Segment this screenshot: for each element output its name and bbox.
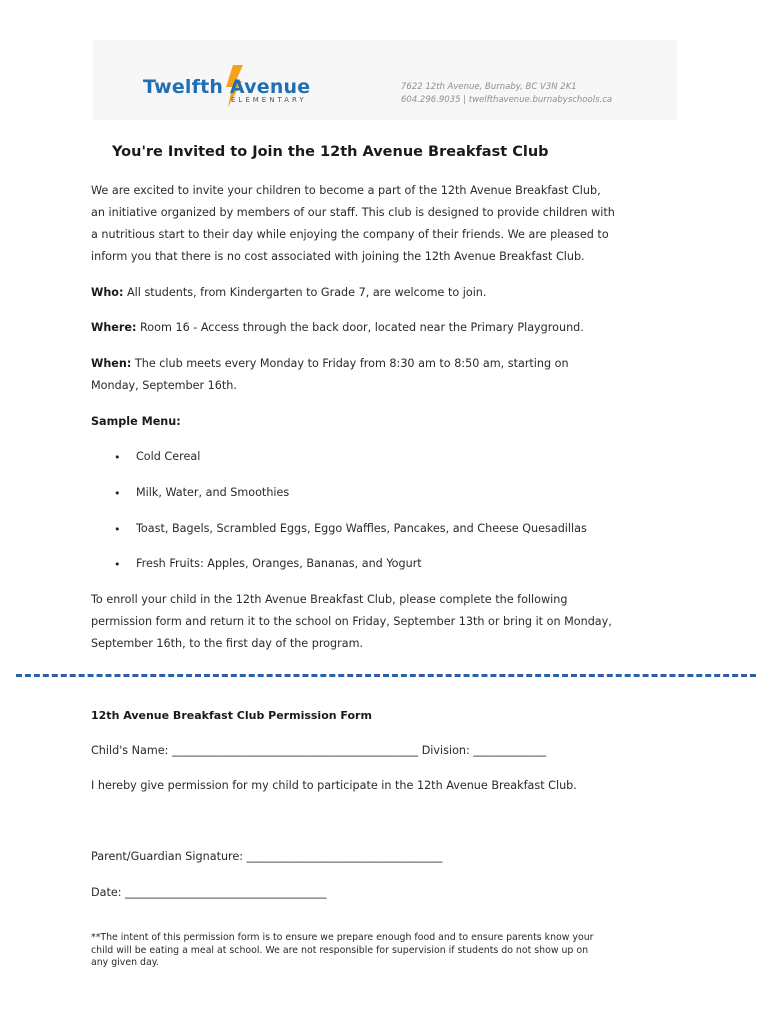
date-field[interactable]: Date: ____________________________________ xyxy=(91,886,327,899)
form-title: 12th Avenue Breakfast Club Permission Form xyxy=(91,709,372,722)
where-label: Where: xyxy=(91,321,137,334)
footnote-line-1: **The intent of this permission form is to ensure we prepare enough food and to ensure parents know your xyxy=(91,932,594,943)
when-label: When: xyxy=(91,357,132,370)
where-line xyxy=(91,321,584,334)
enroll-line-1: To enroll your child in the 12th Avenue Breakfast Club, please complete the following xyxy=(91,593,568,606)
when-line-2: Monday, September 16th. xyxy=(91,379,237,392)
menu-item: Fresh Fruits: Apples, Oranges, Bananas, and Yogurt xyxy=(136,557,422,570)
intro-line-2: an initiative organized by members of our staff. This club is designed to provide children with xyxy=(91,206,615,219)
menu-item: Milk, Water, and Smoothies xyxy=(136,486,290,499)
school-logo-text: Twelfth Avenue xyxy=(143,76,311,98)
bullet-icon: • xyxy=(114,523,121,536)
bullet-icon: • xyxy=(114,451,121,464)
who-label: Who: xyxy=(91,286,124,299)
intro-line-1: We are excited to invite your children to become a part of the 12th Avenue Breakfast Club, xyxy=(91,184,601,197)
footnote-line-2: child will be eating a meal at school. We are not responsible for supervision if students do not show up on xyxy=(91,944,589,956)
child-name-field[interactable]: Child's Name: ____________________________________________ Division: _____________ xyxy=(91,744,547,757)
where-text: Room 16 - Access through the back door, located near the Primary Playground. xyxy=(136,321,584,334)
who-text: All students, from Kindergarten to Grade 7, are welcome to join. xyxy=(123,286,487,299)
who-line xyxy=(91,286,486,299)
school-logo-subtitle: ELEMENTARY xyxy=(231,96,307,104)
cut-line-divider xyxy=(16,674,756,680)
enroll-line-2: permission form and return it to the school on Friday, September 13th or bring it on Monday, xyxy=(91,615,612,628)
page-title: You're Invited to Join the 12th Avenue Breakfast Club xyxy=(112,144,549,160)
letterhead xyxy=(93,40,677,120)
menu-item: Cold Cereal xyxy=(136,450,201,463)
menu-item: Toast, Bagels, Scrambled Eggs, Eggo Waffles, Pancakes, and Cheese Quesadillas xyxy=(136,522,587,535)
when-text: The club meets every Monday to Friday from 8:30 am to 8:50 am, starting on xyxy=(131,357,569,370)
footnote xyxy=(91,932,681,970)
bullet-icon: • xyxy=(114,487,121,500)
permission-statement: I hereby give permission for my child to participate in the 12th Avenue Breakfast Club. xyxy=(91,779,577,792)
bullet-icon: • xyxy=(114,558,121,571)
enroll-line-3: September 16th, to the first day of the program. xyxy=(91,637,364,650)
school-address: 7622 12th Avenue, Burnaby, BC V3N 2K1 xyxy=(401,82,577,92)
footnote-line-3: any given day. xyxy=(91,957,159,968)
intro-line-4: inform you that there is no cost associated with joining the 12th Avenue Breakfast Club. xyxy=(91,250,585,263)
when-line xyxy=(91,357,569,370)
signature-field[interactable]: Parent/Guardian Signature: ___________________________________ xyxy=(91,850,443,863)
school-contact: 604.296.9035 | twelfthavenue.burnabyschools.ca xyxy=(401,95,613,105)
intro-line-3: a nutritious start to their day while enjoying the company of their friends. We are pleased to xyxy=(91,228,609,241)
menu-heading: Sample Menu: xyxy=(91,415,181,428)
